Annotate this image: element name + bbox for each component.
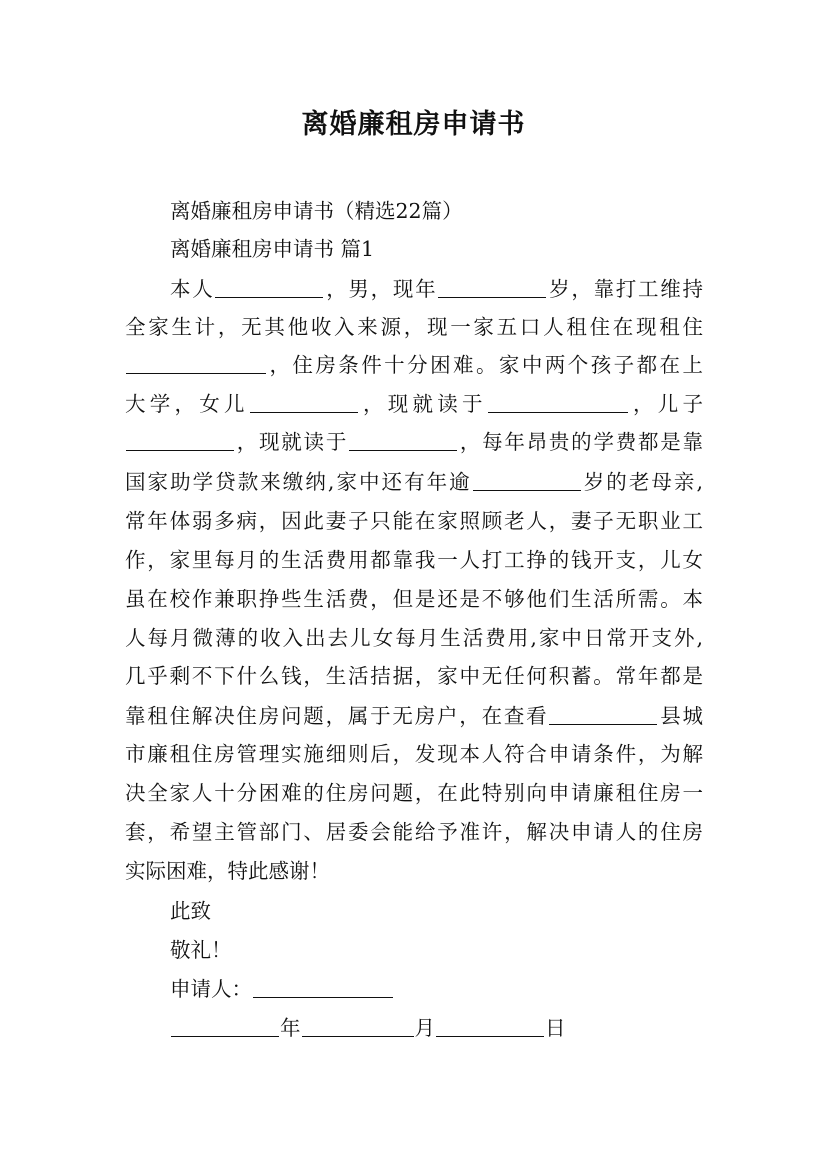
body-line-4 — [125, 390, 703, 418]
body-text: ，儿子 — [628, 392, 703, 416]
body-line-11: 几乎剩不下什么钱，生活拮据，家中无任何积蓄。常年都是 — [125, 664, 703, 688]
document-subtitle: 离婚廉租房申请书（精选22篇） — [170, 199, 463, 223]
body-text: ，住房条件十分困难。家中两个孩子都在上 — [267, 353, 703, 377]
body-text: 岁的老母亲, — [581, 470, 703, 494]
body-line-2: 全家生计，无其他收入来源，现一家五口人租住在现租住 — [125, 315, 703, 339]
body-line-12 — [125, 702, 703, 730]
address-blank — [126, 351, 266, 374]
date-month-label: 月 — [414, 1016, 435, 1040]
county-blank — [549, 702, 657, 725]
body-text: ，每年昂贵的学费都是靠 — [458, 430, 704, 454]
body-line-8: 作，家里每月的生活费用都靠我一人打工挣的钱开支，儿女 — [125, 548, 703, 572]
son-blank — [126, 428, 234, 451]
body-line-6 — [125, 468, 703, 496]
body-text: 县城 — [658, 704, 704, 728]
body-line-10: 人每月微薄的收入出去儿女每月生活费用,家中日常开支外, — [125, 626, 703, 650]
body-text: 靠租住解决住房问题，属于无房户，在查看 — [125, 704, 549, 728]
body-line-15: 套，希望主管部门、居委会能给予准许，解决申请人的住房 — [125, 820, 703, 844]
year-blank — [171, 1014, 279, 1037]
body-text: 岁，靠打工维持 — [547, 277, 704, 301]
month-blank — [302, 1014, 414, 1037]
name-blank — [215, 275, 323, 298]
closing-regards: 敬礼！ — [170, 938, 232, 962]
body-line-3 — [125, 351, 703, 379]
body-text: 大学，女儿 — [125, 392, 249, 416]
closing-salutation: 此致 — [170, 899, 211, 923]
date-line — [170, 1014, 748, 1042]
body-text: ，男，现年 — [324, 277, 438, 301]
applicant-signature-blank — [253, 975, 393, 998]
daughter-school-blank — [488, 390, 628, 413]
mother-age-blank — [473, 468, 581, 491]
body-line-5 — [125, 428, 703, 456]
applicant-line — [170, 975, 748, 1003]
date-day-label: 日 — [545, 1016, 566, 1040]
body-text: 本人 — [170, 277, 215, 301]
body-text: 国家助学贷款来缴纳,家中还有年逾 — [125, 470, 472, 494]
daughter-blank — [250, 390, 358, 413]
body-line-7: 常年体弱多病，因此妻子只能在家照顾老人，妻子无职业工 — [125, 509, 703, 533]
body-line-16: 实际困难，特此感谢！ — [125, 859, 330, 883]
body-line-9: 虽在校作兼职挣些生活费，但是还是不够他们生活所需。本 — [125, 587, 703, 611]
body-text: ，现就读于 — [358, 392, 487, 416]
section-heading: 离婚廉租房申请书 篇1 — [170, 237, 375, 261]
day-blank — [436, 1014, 544, 1037]
document-title: 离婚廉租房申请书 — [301, 109, 526, 140]
body-line-1 — [170, 275, 703, 303]
body-line-14: 决全家人十分困难的住房问题，在此特别向申请廉租住房一 — [125, 781, 703, 805]
age-blank — [438, 275, 546, 298]
son-school-blank — [349, 428, 457, 451]
body-text: ，现就读于 — [235, 430, 349, 454]
date-year-label: 年 — [280, 1016, 301, 1040]
applicant-label: 申请人： — [170, 977, 252, 1001]
body-line-13: 市廉租住房管理实施细则后，发现本人符合申请条件，为解 — [125, 742, 703, 766]
